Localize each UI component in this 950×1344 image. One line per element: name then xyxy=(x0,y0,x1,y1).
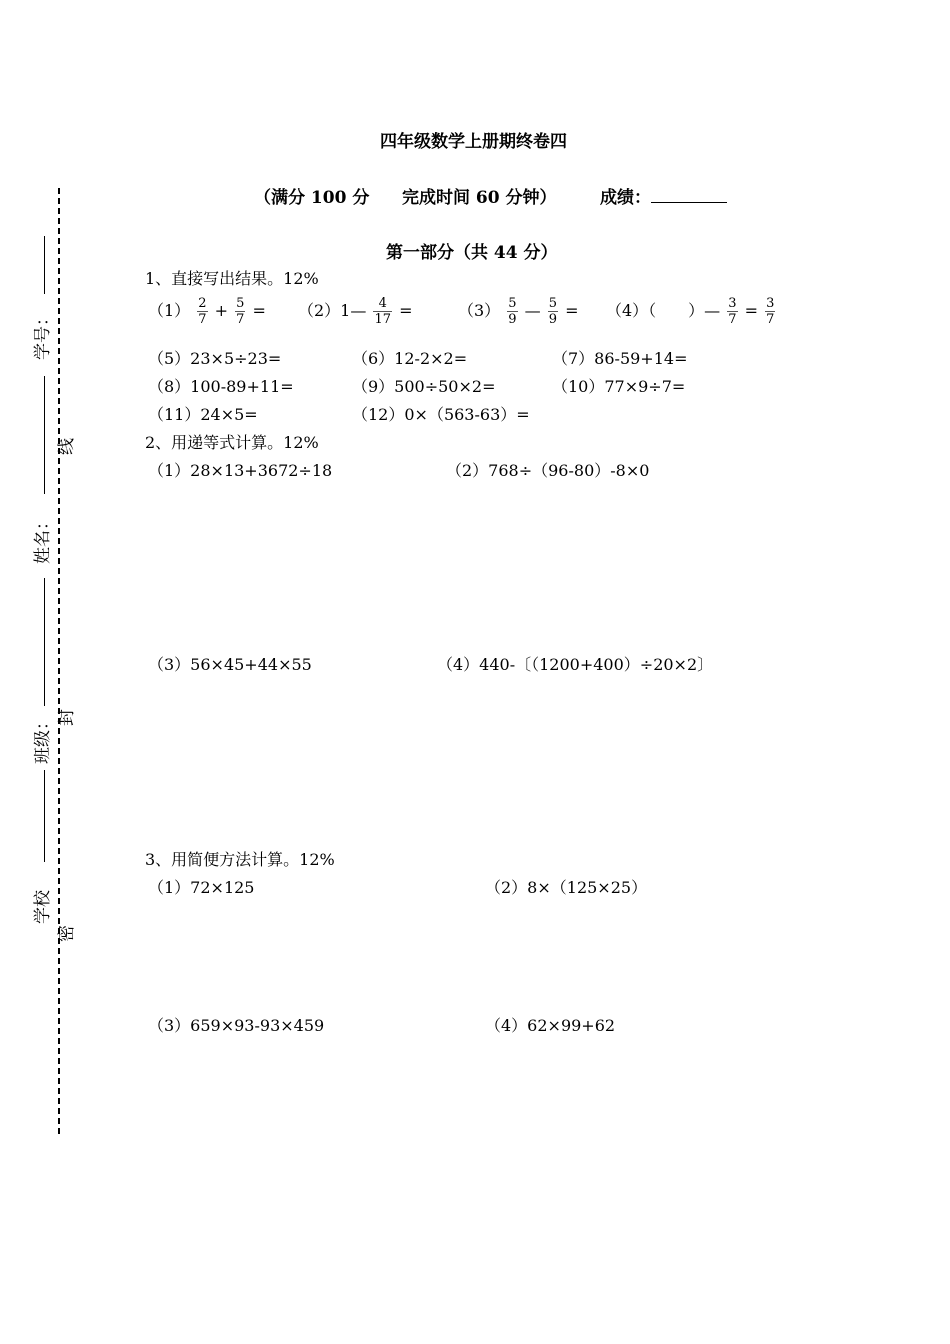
binding-secret-label: 密 xyxy=(57,925,77,942)
s3-q1: （1）72×125 xyxy=(148,878,255,897)
q1-f1-numerator: 2 xyxy=(198,296,207,311)
q2-denominator: 17 xyxy=(374,312,392,327)
q4-label: （4）（ ）— xyxy=(606,301,721,320)
full-score-label: （满分 100 分 xyxy=(254,188,370,208)
q3-equals: = xyxy=(565,301,579,320)
q3-operator: — xyxy=(524,301,541,320)
part1-title: 第一部分（共 44 分） xyxy=(386,243,558,263)
q3-fraction-1 xyxy=(507,296,517,327)
q4-f2-numerator: 3 xyxy=(766,296,775,311)
s2-q3: （3）56×45+44×55 xyxy=(148,655,312,674)
section3-heading: 3、用简便方法计算。12% xyxy=(145,850,335,869)
q1-f2-numerator: 5 xyxy=(236,296,245,311)
binding-dashed-line xyxy=(58,188,60,1134)
page-title: 四年级数学上册期终卷四 xyxy=(380,132,567,152)
binding-underline-2 xyxy=(44,376,45,494)
q4-f2-denominator: 7 xyxy=(766,312,775,327)
q11: （11）24×5= xyxy=(148,405,258,424)
q3-expression xyxy=(458,296,579,327)
q4-f1-denominator: 7 xyxy=(728,312,737,327)
binding-seal-label: 封 xyxy=(57,709,77,726)
q1-fraction-1 xyxy=(197,296,207,327)
q5: （5）23×5÷23= xyxy=(148,349,282,368)
q2-numerator: 4 xyxy=(373,296,392,312)
q2-equals: = xyxy=(399,301,413,320)
section1-heading: 1、直接写出结果。12% xyxy=(145,269,319,288)
q4-equals: = xyxy=(744,301,759,320)
q3-fraction-2 xyxy=(548,296,558,327)
q6: （6）12-2×2= xyxy=(352,349,468,368)
q1-f1-denominator: 7 xyxy=(198,312,207,327)
q3-f1-numerator: 5 xyxy=(508,296,517,311)
q3-f1-denominator: 9 xyxy=(508,312,517,327)
q1-fraction-2 xyxy=(235,296,245,327)
score-label xyxy=(600,183,727,208)
q9: （9）500÷50×2= xyxy=(352,377,496,396)
q4-fraction-1 xyxy=(727,296,737,327)
binding-underline-3 xyxy=(44,578,45,706)
time-label: 完成时间 60 分钟） xyxy=(402,188,557,208)
score-blank[interactable] xyxy=(651,186,727,203)
q1-operator: + xyxy=(214,301,229,320)
s3-q2: （2）8×（125×25） xyxy=(485,878,648,897)
s3-q4: （4）62×99+62 xyxy=(485,1016,616,1035)
binding-line-label: 线 xyxy=(57,438,77,455)
q4-fraction-2 xyxy=(765,296,775,327)
q1-label: （1） xyxy=(148,301,191,320)
q4-f1-numerator: 3 xyxy=(728,296,737,311)
binding-underline-1 xyxy=(44,236,45,294)
binding-student-id-label: 学号： xyxy=(33,309,53,360)
binding-name-label: 姓名： xyxy=(33,513,53,564)
q7: （7）86-59+14= xyxy=(552,349,688,368)
q10: （10）77×9÷7= xyxy=(552,377,686,396)
q1-equals: = xyxy=(252,301,266,320)
q2-expression xyxy=(298,296,413,327)
q1-f2-denominator: 7 xyxy=(236,312,245,327)
s3-q3: （3）659×93-93×459 xyxy=(148,1016,325,1035)
q8: （8）100-89+11= xyxy=(148,377,294,396)
q3-f2-denominator: 9 xyxy=(548,312,558,327)
q4-expression xyxy=(606,296,777,327)
s2-q4: （4）440-〔（1200+400）÷20×2〕 xyxy=(437,655,714,674)
section2-heading: 2、用递等式计算。12% xyxy=(145,433,319,452)
s2-q1: （1）28×13+3672÷18 xyxy=(148,461,333,480)
s2-q2: （2）768÷（96-80）-8×0 xyxy=(446,461,650,480)
binding-class-label: 班级： xyxy=(33,713,53,764)
binding-underline-4 xyxy=(44,770,45,862)
q12: （12）0×（563-63）= xyxy=(352,405,530,424)
q3-label: （3） xyxy=(458,301,501,320)
q3-f2-numerator: 5 xyxy=(548,296,558,311)
q2-fraction xyxy=(373,296,392,327)
score-label-text: 成绩： xyxy=(600,188,651,208)
binding-school-label: 学校 xyxy=(33,890,53,924)
q2-label: （2）1— xyxy=(298,301,367,320)
q1-expression xyxy=(148,296,266,327)
